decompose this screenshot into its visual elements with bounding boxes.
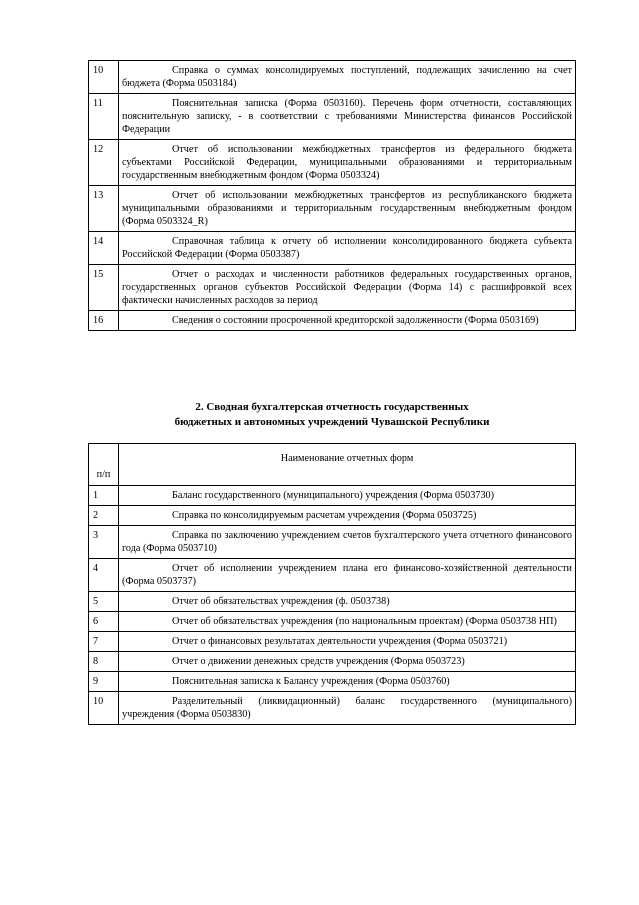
column-header-number: п/п <box>89 444 119 486</box>
row-text: Разделительный (ликвидационный) баланс государственного (муниципального) учреждения (Форма 0503830) <box>119 692 576 725</box>
row-text: Сведения о состоянии просроченной кредиторской задолженности (Форма 0503169) <box>119 311 576 331</box>
section-heading <box>88 400 576 430</box>
row-text: Справка о суммах консолидируемых поступлений, подлежащих зачислению на счет бюджета (Форма 0503184) <box>119 61 576 94</box>
table-row <box>89 265 576 311</box>
row-text: Отчет об использовании межбюджетных трансфертов из республиканского бюджета муниципальными образованиями и территориальным государственным внебюджетным фондом (Форма 0503324_R) <box>119 186 576 232</box>
row-number: 10 <box>89 61 119 94</box>
row-number: 5 <box>89 592 119 612</box>
table-row <box>89 672 576 692</box>
table-row <box>89 140 576 186</box>
row-text: Баланс государственного (муниципального) учреждения (Форма 0503730) <box>119 486 576 506</box>
table-row <box>89 652 576 672</box>
table-row <box>89 186 576 232</box>
row-number: 13 <box>89 186 119 232</box>
row-text: Отчет об исполнении учреждением плана его финансово-хозяйственной деятельности (Форма 0503737) <box>119 559 576 592</box>
row-text: Отчет об обязательствах учреждения (по национальным проектам) (Форма 0503738 НП) <box>119 612 576 632</box>
row-text: Пояснительная записка (Форма 0503160). Перечень форм отчетности, составляющих пояснительную записку, - в соответствии с требованиями Министерства финансов Российской Федерации <box>119 94 576 140</box>
row-text: Справка по консолидируемым расчетам учреждения (Форма 0503725) <box>119 506 576 526</box>
table-row <box>89 94 576 140</box>
row-number: 8 <box>89 652 119 672</box>
row-number: 4 <box>89 559 119 592</box>
row-number: 10 <box>89 692 119 725</box>
section-heading-line-1: 2. Сводная бухгалтерская отчетность государственных <box>195 401 469 413</box>
table-row <box>89 526 576 559</box>
table-row <box>89 232 576 265</box>
table-row <box>89 692 576 725</box>
row-number: 12 <box>89 140 119 186</box>
row-number: 1 <box>89 486 119 506</box>
row-number: 6 <box>89 612 119 632</box>
row-text: Отчет о расходах и численности работников федеральных государственных органов, государственных органов субъектов Российской Федерации (Форма 14) с расшифровкой всех фактически начисленных расходов за период <box>119 265 576 311</box>
institution-forms-table <box>88 443 576 725</box>
table-row <box>89 632 576 652</box>
section-heading-line-2: бюджетных и автономных учреждений Чувашской Республики <box>174 416 490 428</box>
row-text: Отчет о движении денежных средств учреждения (Форма 0503723) <box>119 652 576 672</box>
row-text: Пояснительная записка к Балансу учреждения (Форма 0503760) <box>119 672 576 692</box>
row-number: 15 <box>89 265 119 311</box>
table-row <box>89 592 576 612</box>
row-number: 14 <box>89 232 119 265</box>
row-text: Справочная таблица к отчету об исполнении консолидированного бюджета субъекта Российской Федерации (Форма 0503387) <box>119 232 576 265</box>
table-row <box>89 559 576 592</box>
row-number: 11 <box>89 94 119 140</box>
row-text: Отчет об обязательствах учреждения (ф. 0503738) <box>119 592 576 612</box>
table-row <box>89 486 576 506</box>
row-number: 7 <box>89 632 119 652</box>
column-header-name: Наименование отчетных форм <box>119 444 576 486</box>
table-row <box>89 612 576 632</box>
table-row <box>89 506 576 526</box>
table-row <box>89 61 576 94</box>
row-number: 9 <box>89 672 119 692</box>
row-text: Отчет о финансовых результатах деятельности учреждения (Форма 0503721) <box>119 632 576 652</box>
row-text: Справка по заключению учреждением счетов бухгалтерского учета отчетного финансового года (Форма 0503710) <box>119 526 576 559</box>
row-number: 2 <box>89 506 119 526</box>
row-number: 3 <box>89 526 119 559</box>
row-number: 16 <box>89 311 119 331</box>
table-row <box>89 311 576 331</box>
report-forms-table-continued <box>88 60 576 331</box>
row-text: Отчет об использовании межбюджетных трансфертов из федерального бюджета субъектами Российской Федерации, муниципальными образованиями и территориальным государственным внебюджетным фондом (Форма 0503324) <box>119 140 576 186</box>
table-header-row <box>89 444 576 486</box>
